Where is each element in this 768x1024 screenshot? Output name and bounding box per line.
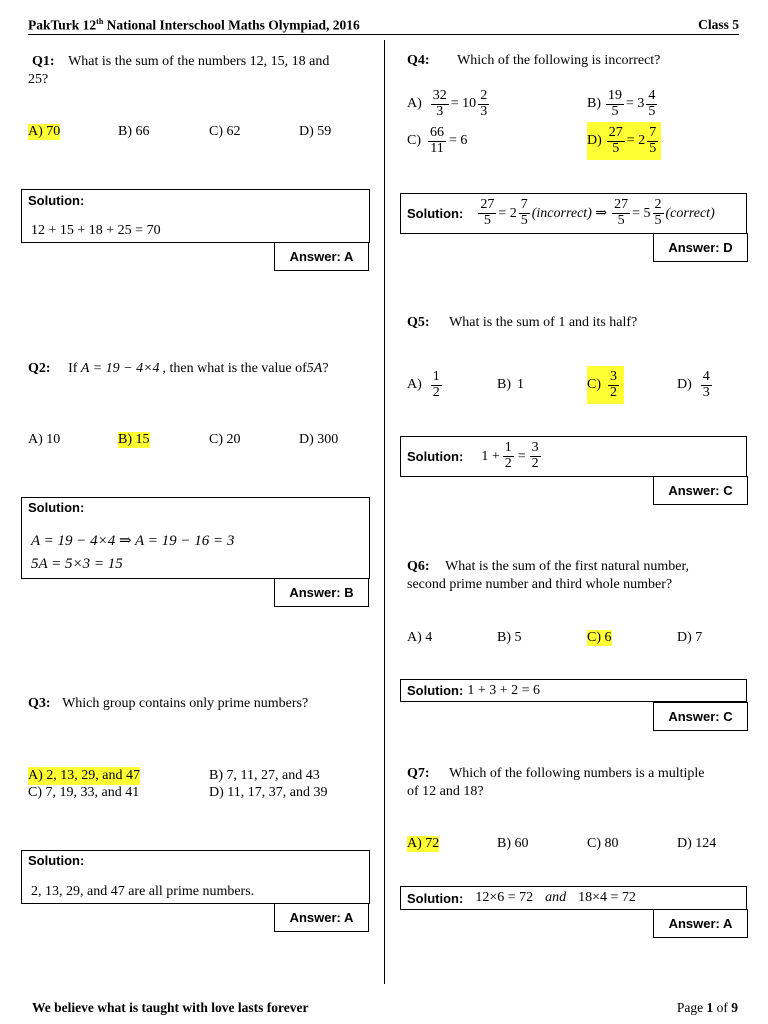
q4-option-a: A) $\frac{32}{3}$ = 10 $\frac{2}{3}$ <box>407 87 488 119</box>
footer-motto: We believe what is taught with love lasts forever <box>32 1000 309 1015</box>
q1-option-c: C) 62 <box>209 124 241 139</box>
q1-options <box>28 124 368 142</box>
q6-option-b: B) 5 <box>497 630 522 645</box>
q4-solution-box: Solution: $\frac{27}{5}$ = 2 $\frac{7}{5}$ (incorrect) ⇒ $\frac{27}{5}$ = 5 $\frac{2}{5}$ (correct) <box>400 193 747 234</box>
q7-option-a: A) 72 <box>407 836 440 851</box>
q1-solution-box <box>21 189 370 243</box>
q7-question: Q7: Which of the following numbers is a multiple of 12 and 18? <box>407 766 705 799</box>
header-title: PakTurk 12th National Interschool Maths Olympiad, 2016 <box>28 17 360 33</box>
q3-options <box>28 767 373 803</box>
q4-question: Q4: Which of the following is incorrect? <box>407 53 661 68</box>
q5-option-a: A) $\frac{1}{2}$ <box>407 368 440 400</box>
q4-solution-label: Solution: <box>407 206 464 221</box>
q6-number: Q6: <box>407 559 430 574</box>
q7-solution-label: Solution: <box>407 890 464 906</box>
q3-solution-label: Solution: <box>28 853 85 868</box>
q7-options <box>407 836 747 854</box>
q3-option-c: C) 7, 19, 33, and 41 <box>28 785 140 800</box>
header-class: Class 5 <box>698 17 739 32</box>
q5-option-c: C) $\frac{3}{2}$ <box>587 366 624 404</box>
q4-option-b: B) $\frac{19}{5}$ = 3 $\frac{4}{5}$ <box>587 87 656 119</box>
q2-options <box>28 432 368 450</box>
q1-solution-label: Solution: <box>28 193 85 208</box>
q6-solution-label: Solution: <box>407 683 464 698</box>
q5-solution-label: Solution: <box>407 449 464 464</box>
q4-number: Q4: <box>407 53 430 68</box>
q2-number: Q2: <box>28 361 51 376</box>
q2-question: Q2: If A = 19 − 4×4 , then what is the value of5A? <box>28 361 329 376</box>
q4-option-c: C) $\frac{66}{11}$ = 6 <box>407 124 468 156</box>
q5-solution-box: Solution: 1 + $\frac{1}{2}$ = $\frac{3}{2}$ <box>400 436 747 477</box>
q6-question: Q6: What is the sum of the first natural number, second prime number and third whole number? <box>407 559 690 592</box>
q1-option-a: A) 70 <box>28 124 61 139</box>
page-header <box>28 17 739 35</box>
q6-solution-box <box>400 679 747 702</box>
q6-options <box>407 630 747 648</box>
footer-page-number: Page 1 of 9 <box>676 1000 738 1015</box>
q3-option-a: A) 2, 13, 29, and 47 <box>28 768 140 783</box>
q3-option-d: D) 11, 17, 37, and 39 <box>209 785 328 800</box>
q3-question: Q3: Which group contains only prime numbers? <box>28 696 309 711</box>
q5-answer-box: Answer: C <box>653 476 748 505</box>
q5-option-d: D) $\frac{4}{3}$ <box>677 368 710 400</box>
q3-option-b: B) 7, 11, 27, and 43 <box>209 768 320 783</box>
q4-answer-box: Answer: D <box>653 233 748 262</box>
q1-option-d: D) 59 <box>299 124 332 139</box>
q7-number: Q7: <box>407 766 430 781</box>
q3-answer-box: Answer: A <box>274 903 369 932</box>
q2-solution-line2: 5A = 5×3 = 15 <box>31 556 123 572</box>
q6-answer-box: Answer: C <box>653 702 748 731</box>
q2-solution-label: Solution: <box>28 500 85 515</box>
q1-option-b: B) 66 <box>118 124 150 139</box>
q2-answer-box: Answer: B <box>274 578 369 607</box>
q6-option-c: C) 6 <box>587 630 612 645</box>
q1-number: Q1: <box>32 54 55 69</box>
q7-answer-box: Answer: A <box>653 909 748 938</box>
q1-solution-text: 12 + 15 + 18 + 25 = 70 <box>31 223 161 238</box>
q7-option-c: C) 80 <box>587 836 619 851</box>
column-divider <box>384 40 385 984</box>
q2-option-a: A) 10 <box>28 432 61 447</box>
q7-option-b: B) 60 <box>497 836 529 851</box>
q5-option-b: B) 1 <box>497 377 524 392</box>
q2-solution-box <box>21 497 370 579</box>
q4-option-d: D) $\frac{27}{5}$ = 2 $\frac{7}{5}$ <box>587 122 661 160</box>
q2-option-b: B) 15 <box>118 432 150 447</box>
q2-option-d: D) 300 <box>299 432 339 447</box>
q6-solution-text: 1 + 3 + 2 = 6 <box>467 682 541 698</box>
q1-answer-box: Answer: A <box>274 242 369 271</box>
q5-number: Q5: <box>407 315 430 330</box>
q5-question: Q5: What is the sum of 1 and its half? <box>407 315 638 330</box>
q7-option-d: D) 124 <box>677 836 717 851</box>
q7-solution-box: Solution: 12×6 = 72 and 18×4 = 72 <box>400 886 747 910</box>
q6-option-d: D) 7 <box>677 630 703 645</box>
q3-number: Q3: <box>28 696 51 711</box>
q2-solution-line1: A = 19 − 4×4 ⇒ A = 19 − 16 = 3 <box>31 533 235 549</box>
q2-option-c: C) 20 <box>209 432 241 447</box>
q1-question: Q1: What is the sum of the numbers 12, 15, 18 and 25? <box>28 54 330 87</box>
q3-solution-box <box>21 850 370 904</box>
q6-option-a: A) 4 <box>407 630 433 645</box>
q3-solution-text: 2, 13, 29, and 47 are all prime numbers. <box>31 884 255 899</box>
